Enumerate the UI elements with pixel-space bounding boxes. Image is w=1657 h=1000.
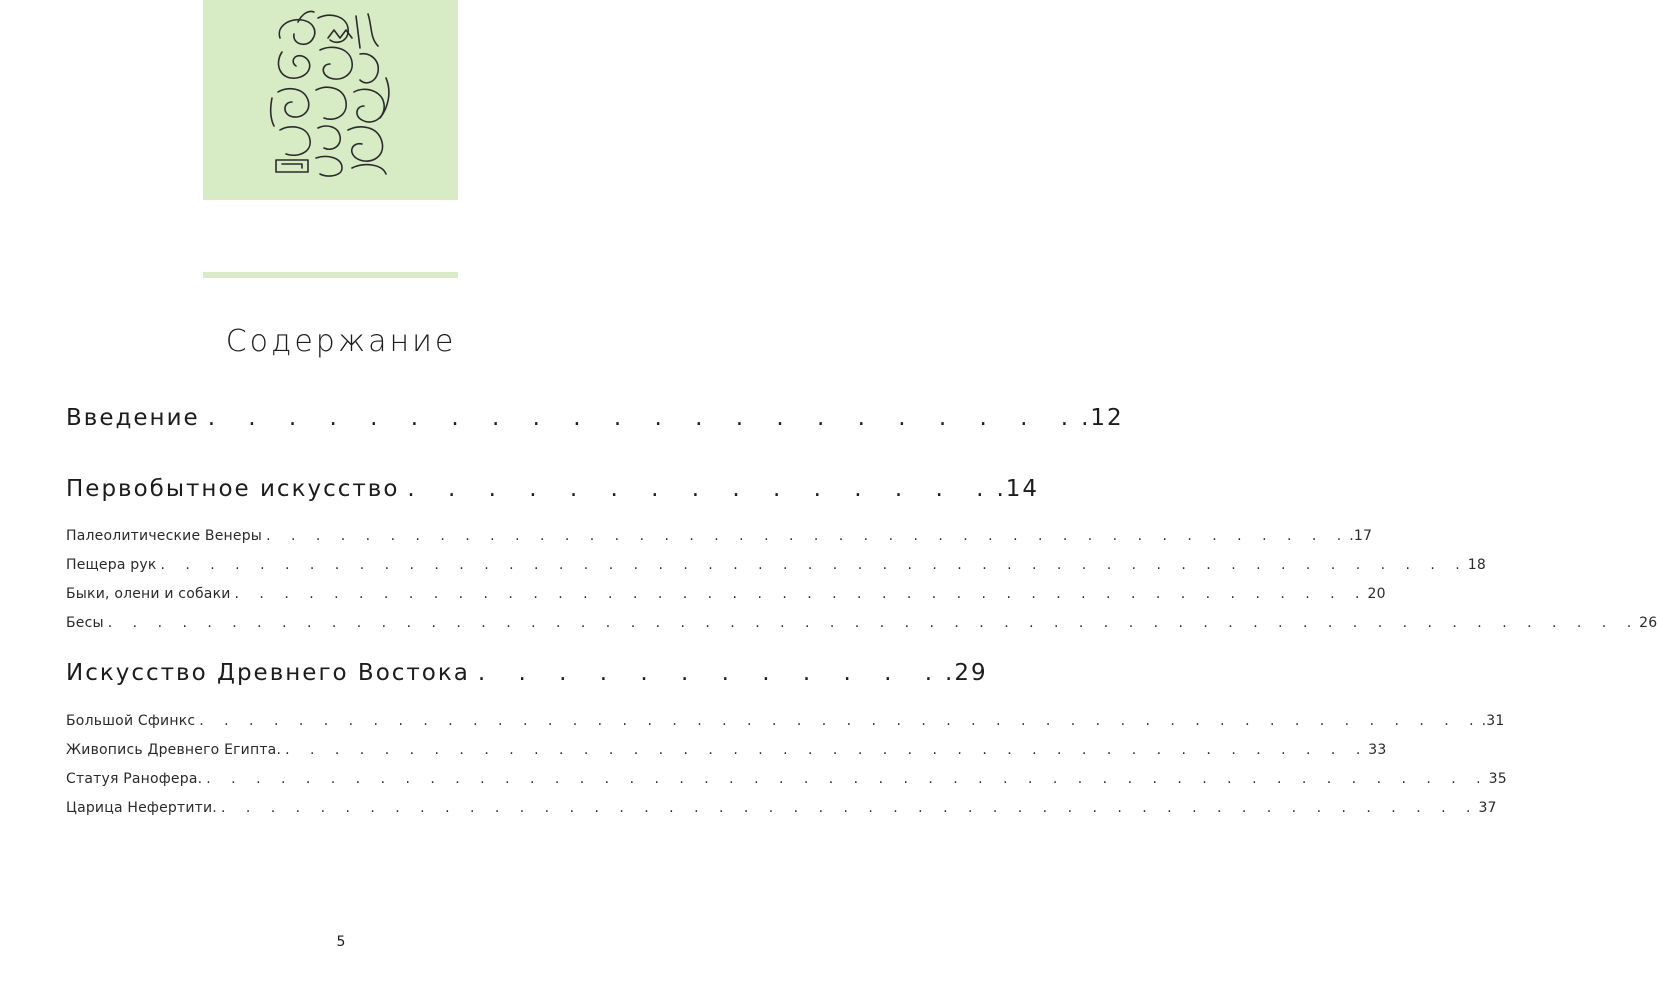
toc-entry-label: Искусство Древнего Востока <box>66 660 470 686</box>
toc-leader-dots: . . . . . . . . . . . . . . . . . . . . . . . . . . . . . . . . . . . . . . . . . . . . . . . . . . . . <box>206 771 1489 787</box>
toc-leader-dots: . . . . . . . . . . . . . . . <box>407 476 997 502</box>
toc-entry-label: Первобытное искусство <box>66 476 400 502</box>
toc-leader-dots: . . . . . . . . . . . . . . . . . . . . . . . . . . . . . . . . . . . . . . . . . . . . <box>266 528 1350 544</box>
toc-leader-dots: . . . . . . . . . . . . . . . . . . . . . . . . . . . . . . . . . . . . . . . . . . . . . . . . . . . . <box>199 713 1482 729</box>
toc-subentry-ranofer-statue[interactable] <box>66 769 1507 789</box>
toc-subentry-egyptian-painting[interactable] <box>66 740 1387 760</box>
toc-subentry-queen-nefertiti[interactable] <box>66 798 1497 818</box>
toc-leader-dots: . . . . . . . . . . . . . . . . . . . . . . . . . . . . . . . . . . . . . . . . . . . . <box>285 742 1369 758</box>
abstract-line-art-icon <box>268 8 398 180</box>
toc-entry-page: 18 <box>1467 557 1486 573</box>
toc-entry-page: 35 <box>1488 771 1507 787</box>
toc-entry-page: 20 <box>1367 586 1386 602</box>
toc-entry-label: Бесы <box>66 615 104 631</box>
toc-leader-dots: . . . . . . . . . . . . . . . . . . . . . . . . . . . . . . . . . . . . . . . . . . . . . . <box>234 586 1368 602</box>
toc-entry-page: 37 <box>1478 800 1497 816</box>
toc-leader-dots: . . . . . . . . . . . . . . . . . . . . . . . . . . . . . . . . . . . . . . . . . . . . . . . . . . . <box>220 800 1479 816</box>
toc-entry-page: .29 <box>945 660 988 686</box>
toc-entry-page: 26 <box>1639 615 1657 631</box>
toc-entry-label: Пещера рук <box>66 557 157 573</box>
toc-entry-label: Статуя Ранофера. <box>66 771 203 787</box>
toc-entry-label: Живопись Древнего Египта. <box>66 742 282 758</box>
toc-entry-page: .31 <box>1481 713 1505 729</box>
toc-subentry-bulls-deer-dogs[interactable] <box>66 584 1386 604</box>
toc-leader-dots: . . . . . . . . . . . . . . . . . . . . . . . . . . . . . . . . . . . . . . . . . . . . . . . . . . . . . <box>160 557 1468 573</box>
toc-leader-dots: . . . . . . . . . . . . . . . . . . . . . . . . . . . . . . . . . . . . . . . . . . . . . . . . . . . . . . . . . . . . . . <box>107 615 1640 631</box>
toc-entry-label: Большой Сфинкс <box>66 713 196 729</box>
toc-entry-primitive-art[interactable] <box>66 474 1040 504</box>
toc-entry-label: Палеолитические Венеры <box>66 528 263 544</box>
toc-entry-label: Быки, олени и собаки <box>66 586 231 602</box>
toc-entry-page: .14 <box>996 476 1040 502</box>
toc-leader-dots: . . . . . . . . . . . . . . . . . . . . . . <box>207 405 1082 431</box>
toc-entry-page: .17 <box>1349 528 1373 544</box>
toc-subentry-great-sphinx[interactable] <box>66 711 1505 731</box>
divider-bar <box>203 272 458 278</box>
header-illustration-block <box>203 0 458 200</box>
toc-title: Содержание <box>225 324 457 359</box>
page-number: 5 <box>336 934 346 950</box>
toc-leader-dots: . . . . . . . . . . . . <box>477 660 946 686</box>
toc-subentry-demons[interactable] <box>66 613 1657 633</box>
toc-entry-label: Введение <box>66 405 200 431</box>
toc-entry-page: 33 <box>1368 742 1387 758</box>
toc-entry-label: Царица Нефертити. <box>66 800 217 816</box>
toc-subentry-cave-of-hands[interactable] <box>66 555 1486 575</box>
toc-subentry-paleolithic-venuses[interactable] <box>66 526 1373 546</box>
toc-entry-page: .12 <box>1081 405 1124 431</box>
toc-entry-ancient-east-art[interactable] <box>66 658 988 688</box>
toc-entry-introduction[interactable] <box>66 403 1124 433</box>
